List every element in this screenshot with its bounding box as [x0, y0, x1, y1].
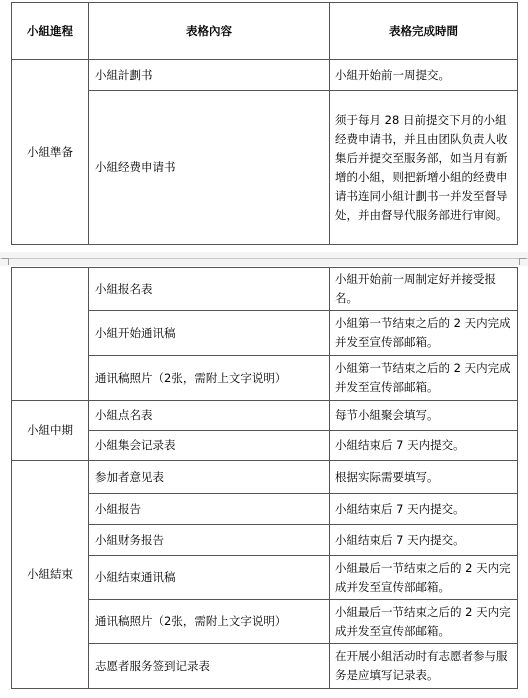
- table-row: [12, 268, 518, 311]
- stage-cell-prep: 小組準备: [12, 60, 89, 245]
- item-cell: 小組計劃书: [89, 60, 330, 91]
- requirement-cell: 每节小組聚会填写。: [330, 401, 518, 431]
- header-content: 表格內容: [89, 3, 330, 60]
- item-cell: 小組经费申请书: [89, 91, 330, 245]
- item-cell: 小組财务报告: [89, 525, 330, 556]
- item-cell: 参加者意见表: [89, 461, 330, 494]
- item-cell: 小組点名表: [89, 401, 330, 431]
- table-header-row: [12, 3, 518, 60]
- stage-cell-end: 小組結束: [12, 461, 89, 689]
- header-deadline: 表格完成時間: [330, 3, 518, 60]
- stage-cell-mid: 小組中期: [12, 401, 89, 461]
- schedule-table-page-1: [11, 2, 518, 245]
- item-cell: 小組报告: [89, 494, 330, 525]
- requirement-cell: 小組最后一节结束之后的 2 天内完成并发至宣传部邮箱。: [330, 600, 518, 644]
- requirement-cell: 小組结束后 7 天内提交。: [330, 525, 518, 556]
- item-cell: 小組开始通讯稿: [89, 311, 330, 356]
- requirement-cell: 须于每月 28 日前提交下月的小組经费申请书，并且由团队负责人收集后并提交至服务部，如当月有新增的小組，则把新增小組的经费申请书连同小組计劃书一并发至督导处，并由督导代服务部进行审阅。: [330, 91, 518, 245]
- table-row: [12, 401, 518, 431]
- requirement-cell: 小組最后一节结束之后的 2 天内完成并发至宣传部邮箱。: [330, 556, 518, 600]
- page-break-line: [0, 258, 528, 259]
- item-cell: 通讯稿照片（2张，需附上文字说明）: [89, 600, 330, 644]
- requirement-cell: 小組第一节结束之后的 2 天内完成并发至宣传部邮箱。: [330, 311, 518, 356]
- requirement-cell: 小組第一节结束之后的 2 天内完成并发至宣传部邮箱。: [330, 356, 518, 401]
- requirement-cell: 小組开始前一周制定好并接受报名。: [330, 268, 518, 311]
- requirement-cell: 在开展小組活动时有志愿者参与服务是应填写记录表。: [330, 644, 518, 689]
- item-cell: 小組报名表: [89, 268, 330, 311]
- item-cell: 志愿者服务签到记录表: [89, 644, 330, 689]
- requirement-cell: 小組结束后 7 天内提交。: [330, 431, 518, 461]
- item-cell: 通讯稿照片（2张，需附上文字说明）: [89, 356, 330, 401]
- stage-cell-prep-continued: [12, 268, 89, 401]
- schedule-table-page-2: [11, 267, 518, 689]
- page-corner-mark-right: [519, 258, 526, 265]
- requirement-cell: 小組开始前一周提交。: [330, 60, 518, 91]
- page-corner-mark-left: [2, 258, 9, 265]
- table-row: [12, 60, 518, 91]
- page-break: [0, 252, 528, 266]
- item-cell: 小組结束通讯稿: [89, 556, 330, 600]
- requirement-cell: 小組结束后 7 天内提交。: [330, 494, 518, 525]
- header-stage: 小組進程: [12, 3, 89, 60]
- requirement-cell: 根据实际需要填写。: [330, 461, 518, 494]
- table-row: [12, 461, 518, 494]
- item-cell: 小組集会记录表: [89, 431, 330, 461]
